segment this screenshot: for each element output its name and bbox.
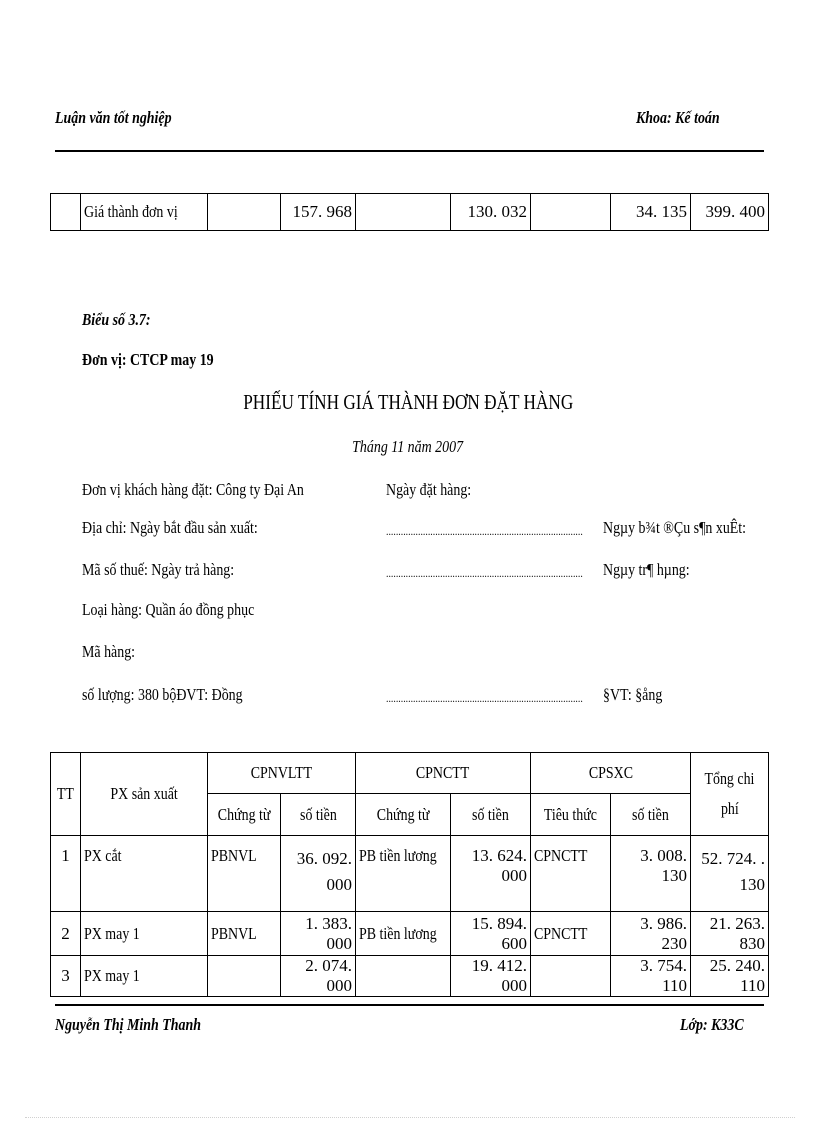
cell-ct1: PBNVL <box>208 836 281 912</box>
header-row-1 <box>51 753 769 794</box>
cell-st1: 1. 383. 000 <box>281 912 356 956</box>
cost-table <box>50 752 769 997</box>
footer-right: Lớp: K33C <box>680 1015 744 1034</box>
cell-tt: 1 <box>51 836 81 912</box>
cell-st3: 3. 008. 130 <box>611 836 691 912</box>
page-bottom-rule <box>25 1117 795 1118</box>
th-so-tien-1: số tiền <box>281 794 356 836</box>
th-cpnctt: CPNCTT <box>356 753 531 794</box>
cell-st2: 15. 894. 600 <box>451 912 531 956</box>
footer-divider <box>55 1004 764 1006</box>
cell-px: PX cắt <box>81 836 208 912</box>
cell-ct1 <box>208 956 281 997</box>
cell-label: Giá thành đơn vị <box>81 194 208 231</box>
dots-1: ................................................................................ <box>386 524 583 538</box>
th-chung-tu-1: Chứng từ <box>208 794 281 836</box>
dots-2: ................................................................................ <box>386 566 583 580</box>
cell-value: 399. 400 <box>691 194 769 231</box>
return-date-garbled: Ngµy tr¶ hµng: <box>603 560 690 579</box>
bieu-so: Biểu số 3.7: <box>82 310 151 329</box>
cell <box>51 194 81 231</box>
cell <box>356 194 451 231</box>
cell-st2: 19. 412. 000 <box>451 956 531 997</box>
form-title: PHIẾU TÍNH GIÁ THÀNH ĐƠN ĐẶT HÀNG <box>242 390 574 414</box>
top-table <box>50 193 769 231</box>
cell-value: 34. 135 <box>611 194 691 231</box>
cell-st3: 3. 754. 110 <box>611 956 691 997</box>
unit-garbled: §VT: §ång <box>603 685 663 704</box>
cell-tt3: CPNCTT <box>531 912 611 956</box>
table-row <box>51 956 769 997</box>
cell-px: PX may 1 <box>81 956 208 997</box>
cell-st2: 13. 624. 000 <box>451 836 531 912</box>
cell-tt: 2 <box>51 912 81 956</box>
cell-value: 157. 968 <box>281 194 356 231</box>
header-right: Khoa: Kế toán <box>636 108 720 127</box>
cell-tong: 52. 724. . 130 <box>691 836 769 912</box>
cell-tt3: CPNCTT <box>531 836 611 912</box>
quantity-line: số lượng: 380 bộĐVT: Đồng <box>82 685 243 704</box>
dots-3: ................................................................................ <box>386 691 583 705</box>
don-vi: Đơn vị: CTCP may 19 <box>82 350 214 369</box>
th-tt: TT <box>51 753 81 836</box>
header-divider <box>55 150 764 152</box>
start-date-garbled: Ngµy b¾t ®Çu s¶n xuÊt: <box>603 518 747 537</box>
cell-tong: 25. 240. 110 <box>691 956 769 997</box>
th-tong-chi-phi: Tổng chi phí <box>691 753 769 836</box>
cell-st1: 36. 092. 000 <box>281 836 356 912</box>
cell-st3: 3. 986. 230 <box>611 912 691 956</box>
th-cpnvltt: CPNVLTT <box>208 753 356 794</box>
th-chung-tu-2: Chứng từ <box>356 794 451 836</box>
goods-type-line: Loại hàng: Quần áo đồng phục <box>82 600 255 619</box>
cell-ct2: PB tiền lương <box>356 912 451 956</box>
th-cpsxc: CPSXC <box>531 753 691 794</box>
order-date-line: Ngày đặt hàng: <box>386 480 472 499</box>
cell <box>208 194 281 231</box>
cell-st1: 2. 074. 000 <box>281 956 356 997</box>
table-row <box>51 194 769 231</box>
cell-tt3 <box>531 956 611 997</box>
cell-tt: 3 <box>51 956 81 997</box>
cell-tong: 21. 263. 830 <box>691 912 769 956</box>
table-row <box>51 836 769 912</box>
cell-ct2: PB tiền lương <box>356 836 451 912</box>
form-subtitle: Tháng 11 năm 2007 <box>352 437 464 456</box>
cell-px: PX may 1 <box>81 912 208 956</box>
cell-ct2 <box>356 956 451 997</box>
th-tieu-thuc: Tiêu thức <box>531 794 611 836</box>
th-px: PX sản xuất <box>81 753 208 836</box>
table-row <box>51 912 769 956</box>
tax-code-line: Mã số thuế: Ngày trả hàng: <box>82 560 235 579</box>
cell <box>531 194 611 231</box>
cell-ct1: PBNVL <box>208 912 281 956</box>
header-left: Luận văn tốt nghiệp <box>55 108 172 127</box>
cell-value: 130. 032 <box>451 194 531 231</box>
customer-line: Đơn vị khách hàng đặt: Công ty Đại An <box>82 480 304 499</box>
th-so-tien-2: số tiền <box>451 794 531 836</box>
goods-code-line: Mã hàng: <box>82 642 136 661</box>
address-line: Địa chỉ: Ngày bắt đầu sản xuất: <box>82 518 258 537</box>
footer-left: Nguyễn Thị Minh Thanh <box>55 1015 202 1034</box>
th-so-tien-3: số tiền <box>611 794 691 836</box>
